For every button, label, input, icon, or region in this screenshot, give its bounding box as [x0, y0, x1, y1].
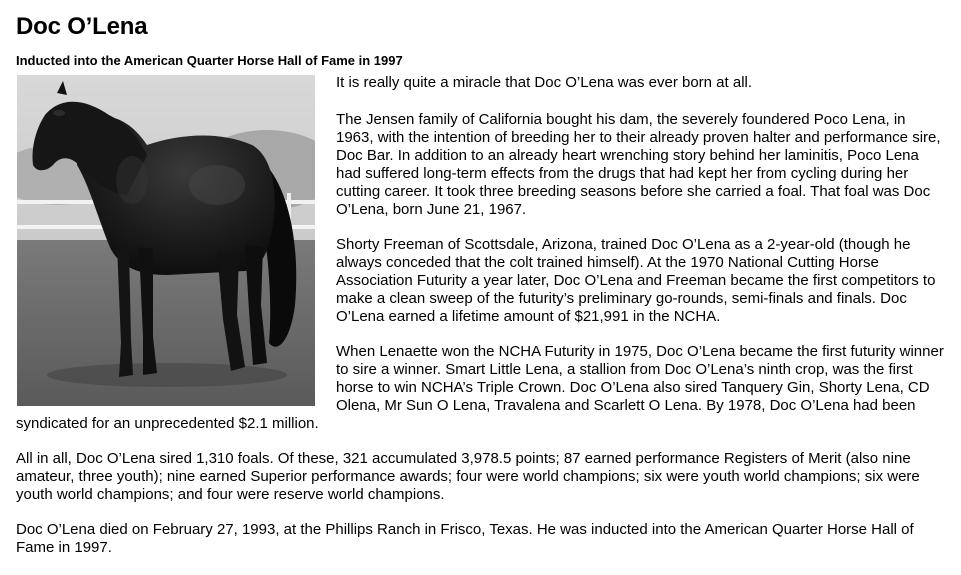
- paragraph-stats: All in all, Doc O’Lena sired 1,310 foals. Of these, 321 accumulated 3,978.5 points; 87 earned performance Registers of Merit (also nine amateur, three youth); nine earned Superior performance awards; four were world champions; six were youth world champions; six were youth world champions; and four were reserve world champions.: [16, 450, 920, 503]
- paragraph-training: Shorty Freeman of Scottsdale, Arizona, trained Doc O’Lena as a 2-year-old (though he always conceded that the colt trained himself). At the 1970 National Cutting Horse Association Futurity a year later, Doc O’Lena and Freeman became the first competitors to make a clean sweep of the futurity’s preliminary go-rounds, semi-finals and finals. Doc O’Lena earned a lifetime amount of $21,991 in the NCHA.: [336, 236, 936, 325]
- paragraph-death: Doc O’Lena died on February 27, 1993, at the Phillips Ranch in Frisco, Texas. He was inducted into the American Quarter Horse Hall of Fame in 1997.: [16, 521, 914, 556]
- paragraph-offspring: When Lenaette won the NCHA Futurity in 1975, Doc O’Lena became the first futurity winner to sire a winner. Smart Little Lena, a stallion from Doc O’Lena’s ninth crop, was the first horse to win NCHA’s Triple Crown. Doc O’Lena also sired Tanquery Gin, Shorty Lena, CD Olena, Mr Sun O Lena, Travalena and Scarlett O Lena. By 1978, Doc O’Lena had been syndicated for an unprecedented $2.1 million.: [16, 343, 944, 432]
- page-subtitle: Inducted into the American Quarter Horse Hall of Fame in 1997: [16, 53, 403, 68]
- horse-photo: [17, 75, 315, 406]
- article-body: [16, 74, 946, 557]
- paragraph-birth: The Jensen family of California bought his dam, the severely foundered Poco Lena, in 1963, with the intention of breeding her to their already proven halter and performance sire, Doc Bar. In addition to an already heart wrenching story behind her laminitis, Poco Lena had suffered long-term effects from the drugs that had kept her from cycling during her cutting career. It took three breeding seasons before she carried a foal. That foal was Doc O’Lena, born June 21, 1967.: [336, 111, 941, 218]
- paragraph-intro: It is really quite a miracle that Doc O’Lena was ever born at all.: [336, 74, 753, 91]
- page-title: Doc O’Lena: [16, 13, 148, 40]
- article: [16, 0, 946, 574]
